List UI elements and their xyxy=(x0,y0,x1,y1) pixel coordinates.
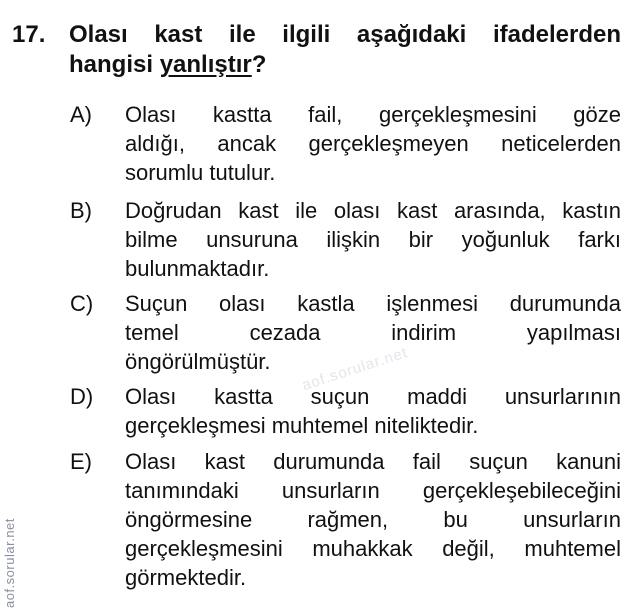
word: cezada xyxy=(249,320,321,345)
option-a-line-2: aldığı, ancak gerçekleşmeyen neticelerden xyxy=(125,131,621,156)
option-c-line-2 xyxy=(125,318,621,347)
option-a-letter: A) xyxy=(70,102,92,127)
word: yapılması xyxy=(526,320,621,345)
question-stem-prefix: hangisi xyxy=(69,51,160,78)
option-b-letter: B) xyxy=(70,198,92,223)
option-c-line-3: öngörülmüştür. xyxy=(125,349,271,374)
question-stem-suffix: ? xyxy=(251,51,267,78)
option-b-line-1: Doğrudan kast ile olası kast arasında, kastın xyxy=(125,198,621,223)
question-number: 17. xyxy=(12,21,46,48)
option-e-line-5: görmektedir. xyxy=(125,565,247,590)
side-watermark: aof.sorular.net xyxy=(2,518,17,608)
word: indirim xyxy=(391,320,457,345)
word: temel xyxy=(125,320,179,345)
option-d-line-2: gerçekleşmesi muhtemel niteliktedir. xyxy=(125,413,479,438)
question-stem xyxy=(69,20,621,80)
option-b-line-2: bilme unsuruna ilişkin bir yoğunluk farkı xyxy=(125,227,621,252)
option-a-line-3: sorumlu tutulur. xyxy=(125,160,276,185)
word: rağmen, xyxy=(307,507,389,532)
option-e-line-1: Olası kast durumunda fail suçun kanuni xyxy=(125,449,621,474)
question-stem-line-2 xyxy=(69,50,621,80)
center-watermark: aof.sorular.net xyxy=(300,343,410,395)
word: bu xyxy=(443,507,468,532)
option-b-line-3: bulunmaktadır. xyxy=(125,256,270,281)
option-b-text xyxy=(125,196,621,283)
option-c-letter: C) xyxy=(70,291,94,316)
option-d-line-1: Olası kastta suçun maddi unsurlarının xyxy=(125,384,621,409)
word: öngörmesine xyxy=(125,507,253,532)
word: unsurların xyxy=(523,507,621,532)
option-c-line-1: Suçun olası kastla işlenmesi durumunda xyxy=(125,291,621,316)
option-e-letter: E) xyxy=(70,449,92,474)
option-a-text xyxy=(125,100,621,187)
question-stem-line-1: Olası kast ile ilgili aşağıdaki ifadelerden xyxy=(69,21,621,48)
option-d-text xyxy=(125,382,621,440)
option-e-line-3 xyxy=(125,505,621,534)
option-d-letter: D) xyxy=(70,384,94,409)
question-stem-emphasis: yanlıştır xyxy=(159,51,252,78)
option-a-line-1: Olası kastta fail, gerçekleşmesini göze xyxy=(125,102,621,127)
option-e-line-4: gerçekleşmesini muhakkak değil, muhtemel xyxy=(125,536,621,561)
option-e-text xyxy=(125,447,621,592)
option-e-line-2: tanımındaki unsurların gerçekleşebileceğini xyxy=(125,478,621,503)
